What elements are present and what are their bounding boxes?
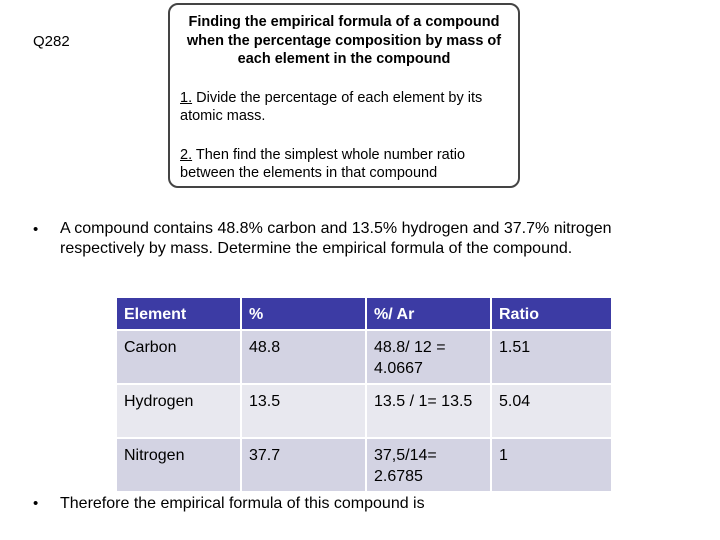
table-cell: 1 bbox=[491, 438, 612, 492]
problem-statement: A compound contains 48.8% carbon and 13.5% hydrogen and 37.7% nitrogen respectively by mass. Determine the empirical formula of the compound. bbox=[60, 220, 612, 257]
step-1 bbox=[180, 89, 508, 126]
table-cell: 37,5/14= 2.6785 bbox=[366, 438, 491, 492]
question-number: Q282 bbox=[33, 33, 70, 50]
info-box-title: Finding the empirical formula of a compound when the percentage composition by mass of each element in the compound bbox=[186, 14, 502, 67]
step-1-text: Divide the percentage of each element by its atomic mass. bbox=[180, 89, 483, 124]
step-1-number: 1. bbox=[180, 89, 193, 106]
header-element: Element bbox=[116, 297, 241, 330]
step-2-text: Then find the simplest whole number ratio between the elements in that compound bbox=[180, 146, 466, 181]
header-ratio: Ratio bbox=[491, 297, 612, 330]
table-header-row bbox=[116, 297, 612, 330]
header-percent-over-ar: %/ Ar bbox=[366, 297, 491, 330]
table-row bbox=[116, 330, 612, 384]
table-cell: Carbon bbox=[116, 330, 241, 384]
bullet-point-1: • bbox=[33, 221, 39, 238]
table-cell: 13.5 bbox=[241, 384, 366, 438]
header-percent: % bbox=[241, 297, 366, 330]
table-row bbox=[116, 438, 612, 492]
step-2-number: 2. bbox=[180, 146, 193, 163]
method-info-box bbox=[168, 3, 520, 188]
table-cell: 1.51 bbox=[491, 330, 612, 384]
table-cell: Nitrogen bbox=[116, 438, 241, 492]
step-2 bbox=[180, 146, 508, 183]
bullet-point-2: • bbox=[33, 495, 39, 512]
table-row bbox=[116, 384, 612, 438]
table-cell: 48.8/ 12 = 4.0667 bbox=[366, 330, 491, 384]
table-cell: 5.04 bbox=[491, 384, 612, 438]
table-cell: 48.8 bbox=[241, 330, 366, 384]
table-cell: Hydrogen bbox=[116, 384, 241, 438]
conclusion-statement: Therefore the empirical formula of this compound is bbox=[60, 495, 425, 512]
table-cell: 13.5 / 1= 13.5 bbox=[366, 384, 491, 438]
calculation-table bbox=[115, 296, 613, 493]
table-cell: 37.7 bbox=[241, 438, 366, 492]
